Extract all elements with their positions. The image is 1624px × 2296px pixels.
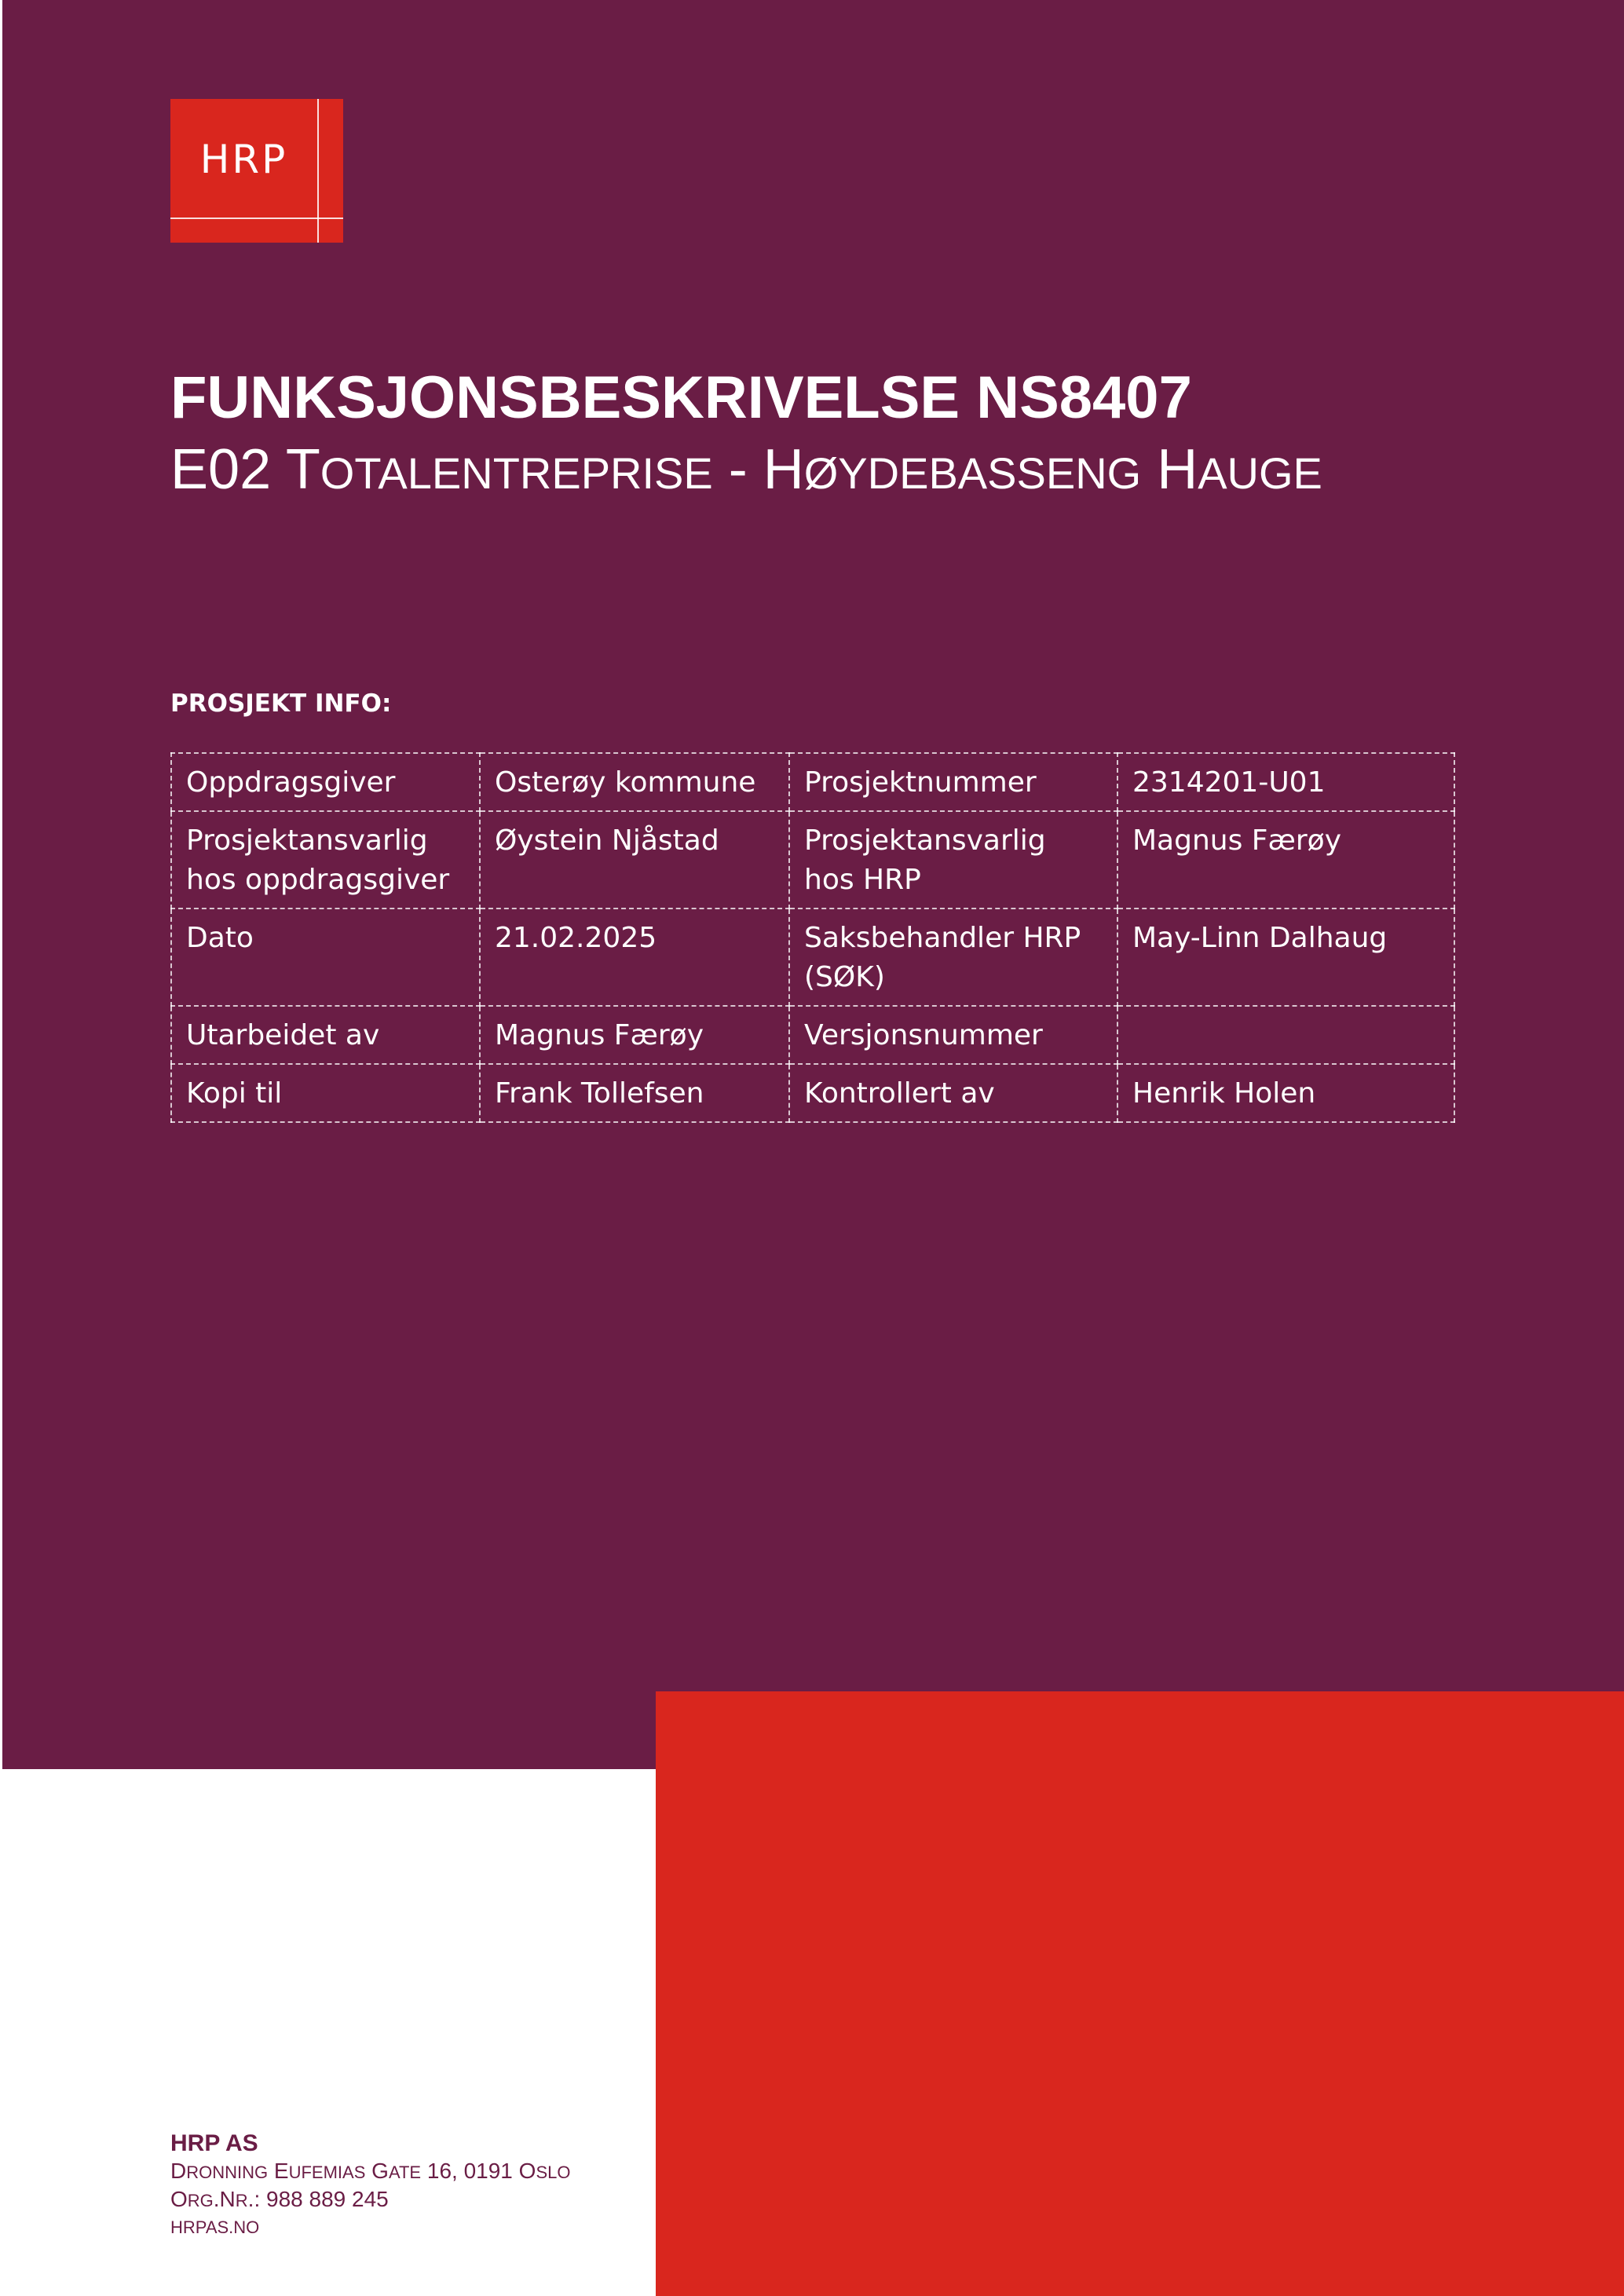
field-value: Magnus Færøy — [480, 1006, 789, 1064]
field-value: Osterøy kommune — [480, 753, 789, 811]
field-label: Saksbehandler HRP (SØK) — [789, 909, 1117, 1006]
field-value — [1117, 1006, 1454, 1064]
org-part: O — [170, 2187, 188, 2211]
company-address — [170, 2158, 570, 2186]
org-part: RG — [187, 2191, 214, 2210]
field-value: 21.02.2025 — [480, 909, 789, 1006]
address-part: 16, 0191 O — [421, 2159, 536, 2183]
document-title: FUNKSJONSBESKRIVELSE NS8407 — [170, 364, 1192, 431]
table-row — [171, 1006, 1454, 1064]
field-label: Versjonsnummer — [789, 1006, 1117, 1064]
field-value: Henrik Holen — [1117, 1064, 1454, 1122]
org-part: .: 988 889 245 — [247, 2187, 389, 2211]
table-row — [171, 753, 1454, 811]
field-label: Prosjektnummer — [789, 753, 1117, 811]
table-row — [171, 909, 1454, 1006]
subtitle-part: - H — [712, 438, 804, 501]
cover-accent-block — [656, 1691, 1624, 2296]
company-website: HRPAS.NO — [170, 2217, 260, 2237]
field-label: Oppdragsgiver — [171, 753, 480, 811]
org-part: R — [235, 2191, 248, 2210]
logo-wordmark: HRP — [199, 137, 288, 182]
subtitle-part: E02 T — [170, 438, 320, 501]
field-value: Magnus Færøy — [1117, 811, 1454, 909]
address-part: E — [268, 2159, 289, 2183]
subtitle-part: OTALENTREPRISE — [320, 448, 713, 498]
field-value: Frank Tollefsen — [480, 1064, 789, 1122]
field-value: May-Linn Dalhaug — [1117, 909, 1454, 1006]
field-label: Utarbeidet av — [171, 1006, 480, 1064]
address-part: UFEMIAS — [288, 2163, 366, 2182]
logo-vertical-line — [317, 99, 319, 243]
field-label: Dato — [171, 909, 480, 1006]
company-footer — [170, 2130, 570, 2241]
project-info-table — [170, 752, 1455, 1123]
address-part: ATE — [388, 2163, 422, 2182]
org-part: .N — [213, 2187, 236, 2211]
company-name: HRP AS — [170, 2130, 258, 2156]
address-part: D — [170, 2159, 187, 2183]
field-label: Kontrollert av — [789, 1064, 1117, 1122]
address-part: G — [365, 2159, 389, 2183]
logo-horizontal-line — [170, 218, 343, 219]
field-value: Øystein Njåstad — [480, 811, 789, 909]
project-info-label: PROSJEKT INFO: — [170, 689, 392, 718]
table-row — [171, 811, 1454, 909]
document-subtitle — [170, 437, 1322, 506]
subtitle-part: H — [1141, 438, 1198, 501]
address-part: SLO — [536, 2163, 571, 2182]
hrp-logo — [170, 99, 343, 243]
table-row — [171, 1064, 1454, 1122]
field-value: 2314201-U01 — [1117, 753, 1454, 811]
company-org-number — [170, 2186, 570, 2214]
address-part: RONNING — [186, 2163, 269, 2182]
subtitle-part: ØYDEBASSENG — [803, 448, 1142, 498]
subtitle-part: AUGE — [1198, 448, 1322, 498]
field-label: Kopi til — [171, 1064, 480, 1122]
field-label: Prosjektansvarlig hos oppdragsgiver — [171, 811, 480, 909]
field-label: Prosjektansvarlig hos HRP — [789, 811, 1117, 909]
